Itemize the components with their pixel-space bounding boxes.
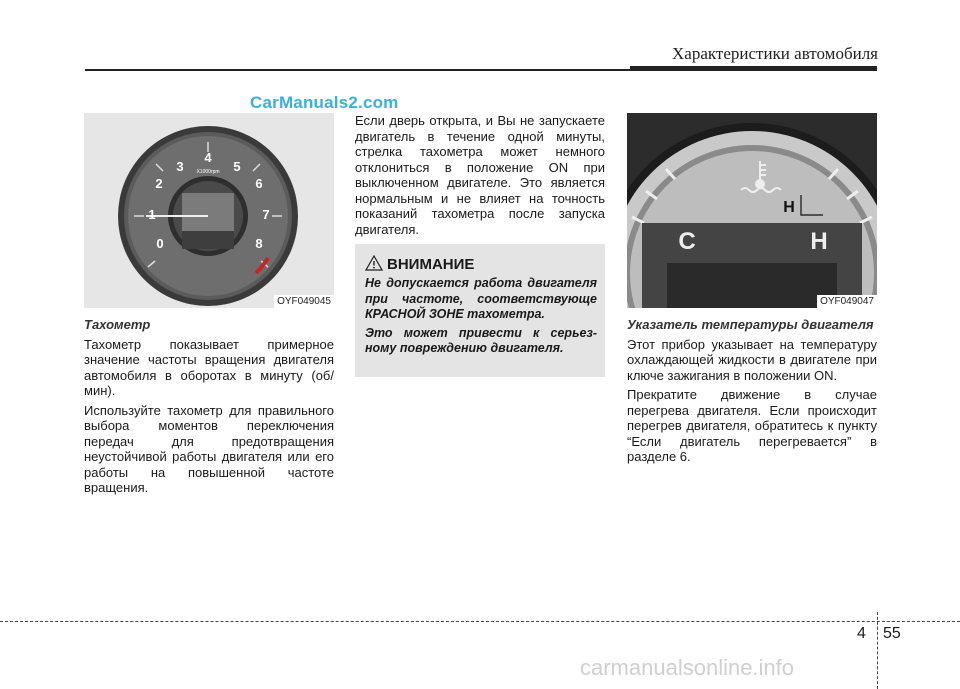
tach-num-1: 1 bbox=[148, 207, 156, 222]
temperature-heading: Указатель температуры двигателя bbox=[627, 317, 874, 332]
warning-text-1: Не допускается работа двигателя при частоте, соответствующе КРАСНОЙ ЗОНЕ тахометра. bbox=[365, 276, 597, 321]
tachometer-text-block bbox=[84, 317, 334, 500]
tach-num-4: 4 bbox=[204, 150, 212, 165]
temperature-gauge-figure bbox=[627, 113, 877, 308]
gauge-callout-hot: H bbox=[783, 199, 795, 216]
door-open-paragraph: Если дверь открыта, и Вы не запускаете двигатель в течение одной минуты, стрелка тахометра может немного отклониться в положение ON при выключенном двигателе. Это является нормальным и не влияет на точность показаний тахометра после запуска двигателя. bbox=[355, 113, 605, 237]
gauge-label-hot: H bbox=[810, 228, 828, 255]
tachometer-paragraph-2: Используйте тахометр для правильного выбора моментов переключения передач для предотвращения неустойчивой работы двигателя или его работы на повышенной частоте вращения. bbox=[84, 402, 334, 495]
warning-text-2: Это может привести к серьез- ному повреждению двигателя. bbox=[365, 325, 597, 355]
tach-unit: X1000rpm bbox=[196, 169, 220, 175]
tachometer-illustration bbox=[84, 113, 334, 308]
tach-num-2: 2 bbox=[155, 176, 163, 191]
gauge-label-cold: C bbox=[678, 228, 696, 255]
tach-num-6: 6 bbox=[255, 176, 263, 191]
tach-num-0: 0 bbox=[156, 236, 164, 251]
warning-title: ВНИМАНИЕ bbox=[387, 256, 475, 273]
temperature-gauge-illustration bbox=[627, 113, 877, 308]
footer-dashed-divider bbox=[877, 612, 878, 689]
watermark-link-bottom[interactable]: carmanualsonline.info bbox=[580, 655, 795, 680]
temperature-paragraph-2: Прекратите движение в случае перегрева двигателя. Если происходит перегрев двигателя, обратитесь к пункту “Если двигатель перегревается” в разделе 6. bbox=[627, 387, 877, 464]
tachometer-heading: Тахометр bbox=[84, 317, 151, 332]
tach-num-3: 3 bbox=[176, 159, 184, 174]
tachometer-figure bbox=[84, 113, 334, 308]
figure-code-tachometer: OYF049045 bbox=[274, 295, 334, 308]
warning-box bbox=[355, 244, 605, 377]
tachometer-paragraph-1: Тахометр показывает примерное значение частоты вращения двигателя автомобиля в оборотах в минуту (об/мин). bbox=[84, 336, 334, 398]
figure-code-temperature: OYF049047 bbox=[817, 295, 877, 308]
tach-num-5: 5 bbox=[233, 159, 241, 174]
tach-num-7: 7 bbox=[262, 207, 270, 222]
warning-triangle-icon bbox=[365, 255, 383, 276]
page-section-number: 4 bbox=[857, 625, 866, 642]
middle-text-block bbox=[355, 113, 605, 241]
footer-dashed-rule bbox=[0, 621, 960, 622]
temperature-paragraph-1: Этот прибор указывает на температуру охлаждающей жидкости в двигателе при ключе зажигания в положении ON. bbox=[627, 336, 877, 383]
header-rule-accent bbox=[630, 66, 877, 70]
page-header-title: Характеристики автомобиля bbox=[672, 44, 878, 63]
temperature-text-block bbox=[627, 317, 877, 469]
page-number: 55 bbox=[883, 625, 901, 642]
tach-num-8: 8 bbox=[255, 236, 263, 251]
watermark-link-top[interactable]: CarManuals2.com bbox=[250, 93, 399, 112]
